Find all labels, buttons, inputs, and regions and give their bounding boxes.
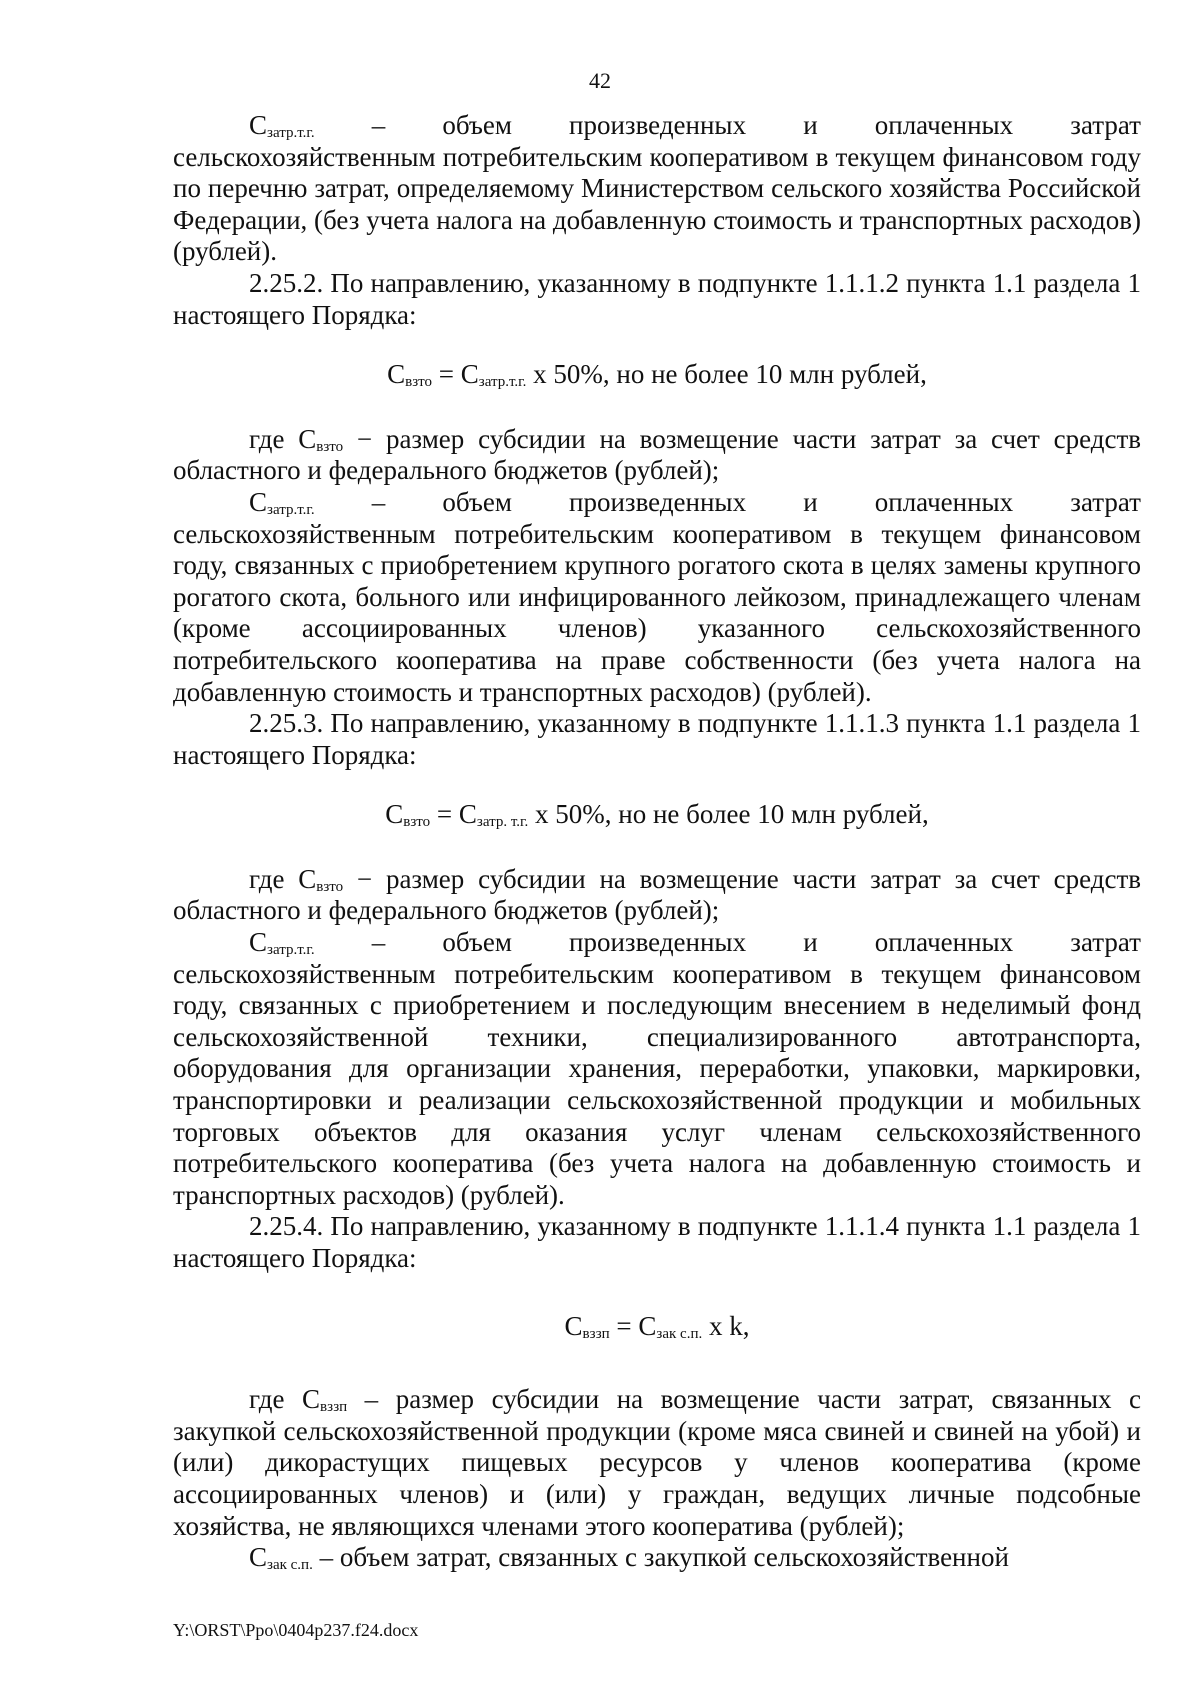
word: затрат bbox=[1070, 486, 1141, 517]
symbol-c-zatr: $С_{затр.т.г.}$ bbox=[249, 486, 315, 518]
formula-vzto-1: $С_{взто} = С_{затр.т.г.}$ х 50%, но не более 10 млн рублей, bbox=[387, 359, 927, 391]
footer-file-path: Y:\ORST\Ppo\0404p237.f24.docx bbox=[173, 1620, 419, 1640]
word: – bbox=[371, 110, 386, 140]
word: и bbox=[803, 927, 818, 958]
word: оплаченных bbox=[874, 927, 1014, 958]
word: произведенных bbox=[569, 927, 747, 958]
word: оплаченных bbox=[874, 486, 1014, 517]
word: произведенных bbox=[569, 486, 747, 517]
definition-zatr-3-first-line bbox=[173, 927, 1141, 959]
definition-zak-sp: $С_{зак с.п.}$ – объем затрат, связанных с закупкой сельскохозяйственной bbox=[249, 1542, 1009, 1574]
paragraph-2-25-3: 2.25.3. По направлению, указанному в подпункте 1.1.1.3 пункта 1.1 раздела 1 настоящего Порядка: bbox=[173, 708, 1141, 770]
word: затрат bbox=[1070, 110, 1141, 140]
word: объем bbox=[442, 927, 512, 958]
paragraph-2-25-2: 2.25.2. По направлению, указанному в подпункте 1.1.1.2 пункта 1.1 раздела 1 настоящего Порядка: bbox=[173, 267, 1141, 330]
definition-vzto-2: где $С_{взто}$ − размер субсидии на возмещение части затрат за счет средств областного и федерального бюджетов (рублей); bbox=[173, 863, 1141, 926]
definition-zatr-1-first-line bbox=[173, 110, 1141, 142]
word: оплаченных bbox=[874, 110, 1014, 140]
word: – bbox=[371, 927, 386, 958]
definition-zatr-3-rest: сельскохозяйственным потребительским кооперативом в текущем финансовом году, связанных с приобретением и последующим внесением в неделимый фонд сельскохозяйственной техники, специализированного автотранспорта, оборудования для организации хранения, переработки, упаковки, маркировки, транспортировки и реализации сельскохозяйственной продукции и мобильных торговых объектов для оказания услуг членам сельскохозяйственного потребительского кооператива (без учета налога на добавленную стоимость и транспортных расходов) (рублей). bbox=[173, 958, 1141, 1210]
paragraph-2-25-4: 2.25.4. По направлению, указанному в подпункте 1.1.1.4 пункта 1.1 раздела 1 настоящего Порядка: bbox=[173, 1211, 1141, 1273]
definition-vzzp: где $С_{вззп}$ – размер субсидии на возмещение части затрат, связанных с закупкой сельскохозяйственной продукции (кроме мяса свиней и свиней на убой) и (или) дикорастущих пищевых ресурсов у членов кооператива (кроме ассоциированных членов) и (или) у граждан, ведущих личные подсобные хозяйства, не являющихся членами этого кооператива (рублей); bbox=[173, 1384, 1141, 1541]
formula-vzto-2: $С_{взто} = С_{затр. т.г.}$ х 50%, но не более 10 млн рублей, bbox=[385, 799, 929, 831]
symbol-c-zatr: $С_{затр.т.г.}$ bbox=[249, 927, 315, 959]
symbol-c-zatr: $С_{затр.т.г.}$ bbox=[249, 110, 315, 141]
word: и bbox=[803, 110, 818, 140]
definition-vzto-1: где $С_{взто}$ − размер субсидии на возмещение части затрат за счет средств областного и федерального бюджетов (рублей); bbox=[173, 423, 1141, 486]
word: затрат bbox=[1070, 927, 1141, 958]
word: и bbox=[803, 486, 818, 517]
definition-zatr-2-rest: сельскохозяйственным потребительским кооперативом в текущем финансовом году, связанных с приобретением крупного рогатого скота в целях замены крупного рогатого скота, больного или инфицированного лейкозом, принадлежащего членам (кроме ассоциированных членов) указанного сельскохозяйственного потребительского кооператива на праве собственности (без учета налога на добавленную стоимость и транспортных расходов) (рублей). bbox=[173, 518, 1141, 707]
word: произведенных bbox=[569, 110, 747, 140]
word: объем bbox=[442, 110, 512, 140]
word: – bbox=[371, 486, 386, 517]
definition-zatr-1-rest: сельскохозяйственным потребительским кооперативом в текущем финансовом году по перечню затрат, определяемому Министерством сельского хозяйства Российской Федерации, (без учета налога на добавленную стоимость и транспортных расходов) (рублей). bbox=[173, 141, 1141, 267]
formula-vzzp: $С_{вззп} = С_{зак с.п.}$ х k, bbox=[564, 1310, 750, 1342]
document-body bbox=[173, 110, 1141, 1574]
page-number: 42 bbox=[589, 68, 611, 93]
definition-zatr-2-first-line bbox=[173, 487, 1141, 519]
word: объем bbox=[442, 486, 512, 517]
